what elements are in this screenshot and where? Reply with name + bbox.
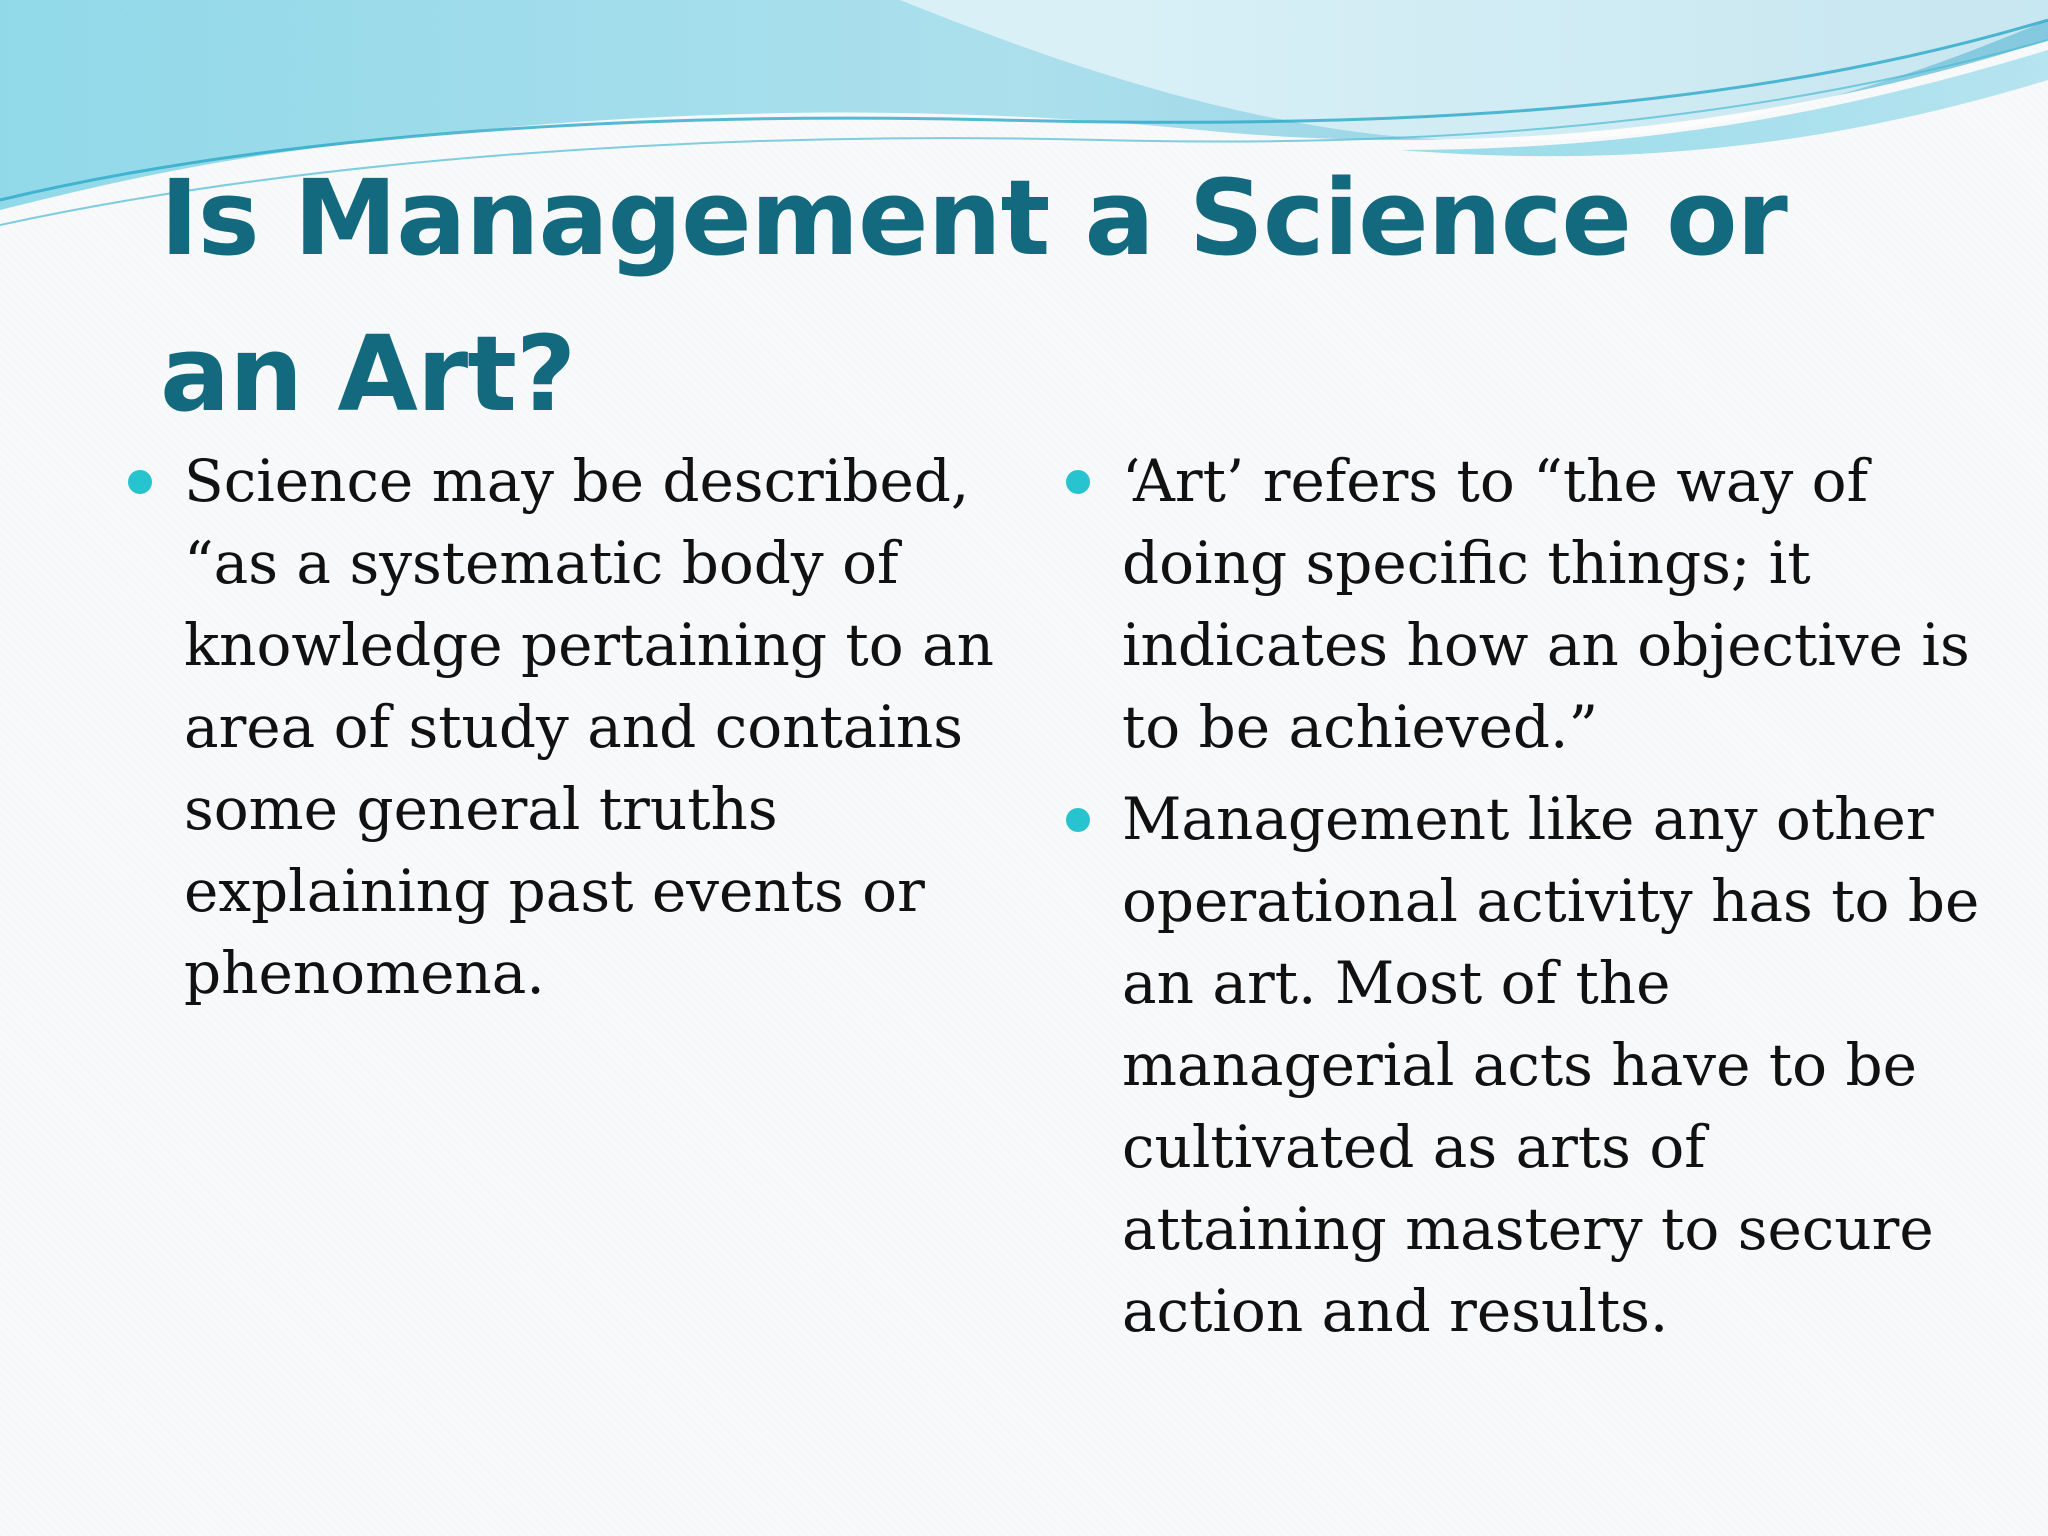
bullet-dot-icon: [1066, 808, 1090, 832]
list-item: [126, 440, 1006, 1014]
bullet-dot-icon: [128, 470, 152, 494]
slide-title: Is Management a Science or an Art?: [160, 157, 1787, 435]
right-bullet-list: [1064, 440, 1984, 1362]
list-item: [1064, 440, 1984, 768]
bullet-dot-icon: [1066, 470, 1090, 494]
bullet-text: ‘Art’ refers to “the way of doing specific things; it indicates how an objective is to be achieved.”: [1122, 447, 1970, 761]
left-bullet-list: [126, 440, 1006, 1024]
list-item: [1064, 778, 1984, 1352]
bullet-text: Science may be described, “as a systematic body of knowledge pertaining to an area of study and contains some general truths explaining past events or phenomena.: [184, 447, 994, 1007]
bullet-text: Management like any other operational activity has to be an art. Most of the managerial acts have to be cultivated as arts of attaining mastery to secure action and results.: [1122, 785, 1980, 1345]
